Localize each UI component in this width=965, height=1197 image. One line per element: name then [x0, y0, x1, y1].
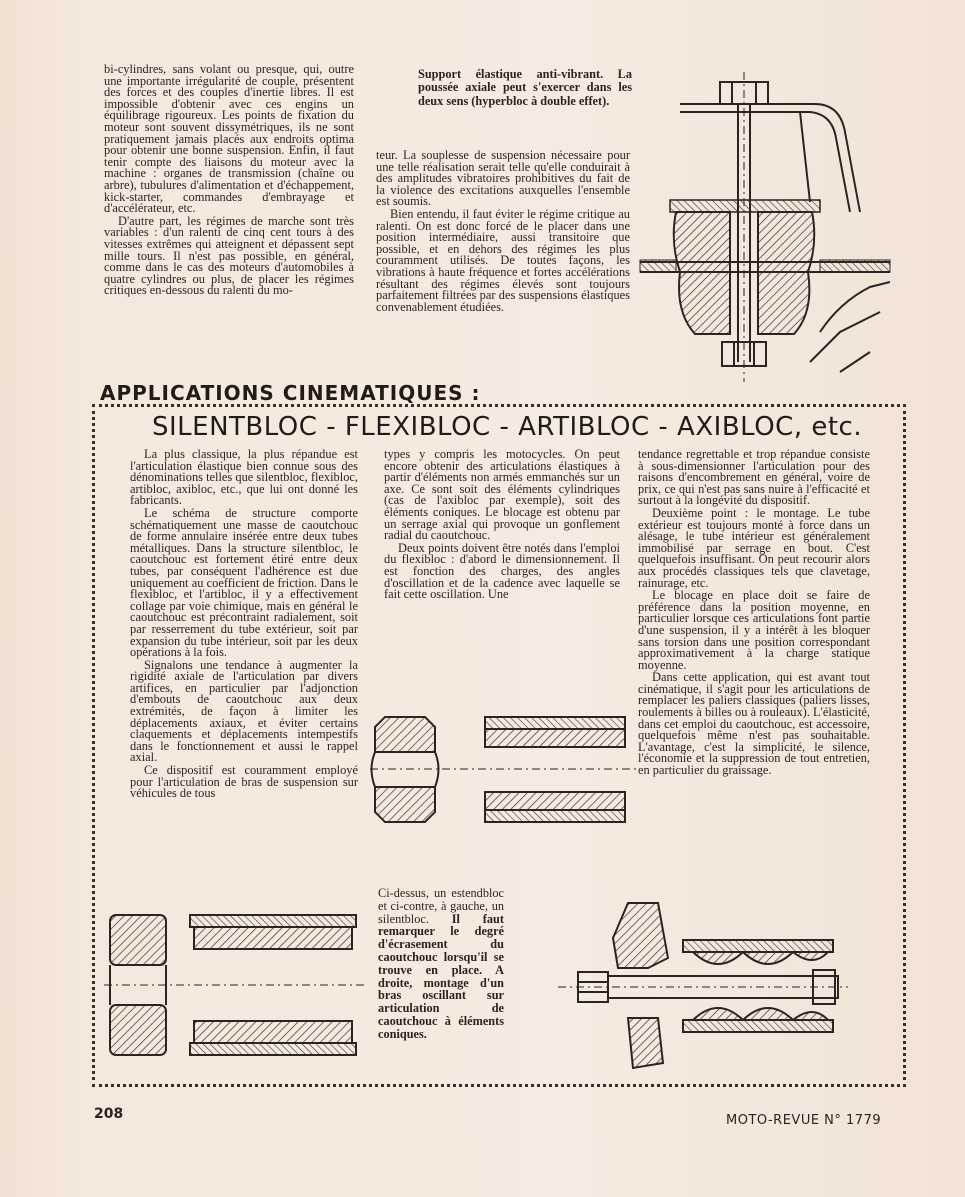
intro-mid-paragraph-1: teur. La souplesse de suspension nécessaire pour une telle réalisation serait telle qu'elle conduirait à des amplitudes vibratoires prohibitives du fait de la violence des excitations auxquelles l'ensemble est soumis. [376, 148, 630, 209]
article-col3-paragraph: tendance regrettable et trop répandue consiste à sous-dimensionner l'articulation pour des raisons d'encombrement en général, voire de prix, ce qui n'est pas sans nuire à l'efficacité et surtout à la longévité du dispositif. [638, 447, 870, 508]
article-col1-paragraph: La plus classique, la plus répandue est l'articulation élastique bien connue sous des dénominations telles que silentbloc, flexibloc, artibloc, axibloc, etc., que lui ont donné les fabricants. [130, 447, 358, 508]
intro-mid-paragraph-2: Bien entendu, il faut éviter le régime critique au ralenti. On est donc forcé de le placer dans une position intermédiaire, aussi transitoire que possible, et en dehors des régimes les plus couramment utilisés. De toutes façons, les vibrations à haute fréquence et fortes accélérations résultant des régimes élevés sont toujours parfaitement filtrées par des suspensions élastiques convenablement étudiées. [376, 206, 630, 314]
intro-paragraph-2: D'autre part, les régimes de marche sont très variables : d'un ralenti de cinq cent tours à des vitesses extrêmes qui atteignent et dépassent sept mille tours. Il n'est pas possible, en général, comme dans le cas des moteurs d'automobiles à quatre cylindres ou plus, de placer les régimes critiques en-dessous du ralenti du mo- [104, 213, 354, 298]
anti-vibration-caption: Support élastique anti-vibrant. La poussée axiale peut s'exercer dans les deux sens (hyperbloc à double effet). [418, 67, 632, 108]
intro-paragraph-1: bi-cylindres, sans volant ou presque, qui, outre une importante irrégularité de couple, présentent des forces et des couples d'inertie libres. Il est impossible d'obtenir avec ces engins un équilibrage rigoureux. Les points de fixation du moteur sont souvent dissymétriques, ils ne sont pratiquement jamais placés aux endroits optima pour obtenir une bonne suspension. Enfin, il faut tenir compte des liaisons du moteur avec la machine : organes de transmission (chaîne ou arbre), tubulures d'alimentation et d'échappement, kick-starter, commandes d'embrayage et d'accélérateur, etc. [104, 62, 354, 216]
intro-mid-column [376, 150, 630, 314]
page-number: 208 [94, 1106, 124, 1122]
estendbloc-drawing [370, 712, 640, 832]
article-col1-paragraph: Ce dispositif est couramment employé pour l'articulation de bras de suspension sur véhicules de tous [130, 763, 358, 801]
article-col1-paragraph: Le schéma de structure comporte schématiquement une masse de caoutchouc de forme annulaire insérée entre deux tubes métalliques. Dans la structure silentbloc, le caoutchouc est fortement étiré entre deux tubes, par conséquent l'adhérence est due uniquement au coefficient de friction. Dans le flexibloc, et l'artibloc, il y a effectivement collage par voie chimique, mais en général le caoutchouc est précontraint radialement, soit par resserrement du tube extérieur, soit par expansion du tube intérieur, soit par les deux opérations à la fois. [130, 505, 358, 660]
article-col2-paragraph: Deux points doivent être notés dans l'emploi du flexibloc : d'abord le dimensionnement. Il est fonction des charges, des angles d'oscillation et de la cadence avec laquelle se fait cette oscillation. Une [384, 540, 620, 602]
article-col3-paragraph: Deuxième point : le montage. Le tube extérieur est toujours monté à force dans un alésage, le tube intérieur est généralement immobilisé par serrage en bout. C'est quelquefois insuffisant. On peut recourir alors aux procédés classiques tels que clavetage, rainurage, etc. [638, 505, 870, 590]
figures-caption [378, 887, 504, 1041]
article-column-1 [130, 449, 358, 801]
figures-caption-rest: Il faut remarquer le degré d'écrasement du caoutchouc lorsqu'il se trouve en place. A droite, montage d'un bras oscillant sur articulation de caoutchouc à éléments coniques. [378, 911, 504, 1041]
silentbloc-drawing [104, 910, 364, 1060]
section-heading: APPLICATIONS CINEMATIQUES : [100, 381, 481, 405]
figures-caption-lead: Ci-dessus, un estendbloc et ci-contre, à gauche, un silentbloc. [378, 886, 504, 926]
swing-arm-mount-drawing [558, 898, 848, 1078]
article-column-2 [384, 449, 620, 602]
intro-left-column [104, 64, 354, 298]
elastic-support-drawing [640, 72, 890, 382]
article-col2-paragraph: types y compris les motocycles. On peut encore obtenir des articulations élastiques à partir d'éléments non armés emmanchés sur un axe. Ce sont soit des éléments cylindriques (cas de l'axibloc par exemple), soit des éléments coniques. Le blocage est obtenu par un serrage axial qui provoque un gonflement radial du caoutchouc. [384, 447, 620, 543]
article-col3-paragraph: Le blocage en place doit se faire de préférence dans la position moyenne, en particulier lorsque ces articulations font partie d'une suspension, il y a intérêt à les bloquer sans torsion dans une position correspondant approximativement à la charge statique moyenne. [638, 588, 870, 672]
magazine-issue: MOTO-REVUE N° 1779 [726, 1113, 882, 1128]
article-col1-paragraph: Signalons une tendance à augmenter la rigidité axiale de l'articulation par divers artifices, en particulier par l'adjonction d'embouts de caoutchouc aux deux extrémités, de façon à limiter les déplacements axiaux, et éviter certains claquements et déplacements intempestifs dans le fonctionnement et aussi le rappel axial. [130, 657, 358, 765]
article-column-3 [638, 449, 870, 778]
article-subheading: SILENTBLOC - FLEXIBLOC - ARTIBLOC - AXIBLOC, etc. [152, 412, 863, 442]
article-col3-paragraph: Dans cette application, qui est avant tout cinématique, il s'agit pour les articulations de remplacer les paliers classiques (paliers lisses, roulements à billes ou à rouleaux). L'élasticité, dans cet emploi du caoutchouc, est accessoire, quelquefois même n'est pas souhaitable. L'avantage, c'est la simplicité, le silence, l'économie et la suppression de tout entretien, en particulier du graissage. [638, 670, 870, 778]
